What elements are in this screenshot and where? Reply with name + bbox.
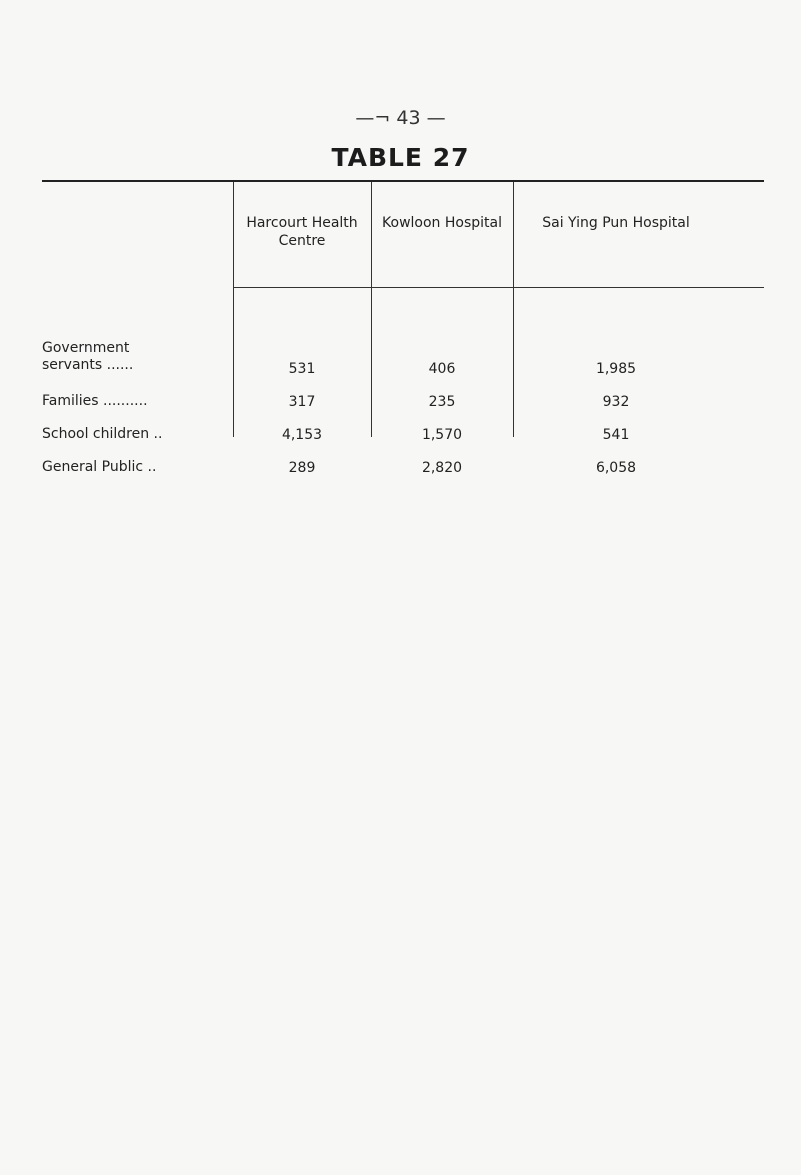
- row-label: [42, 340, 232, 374]
- table-cell: 531: [288, 361, 316, 377]
- header-underline: [514, 287, 764, 288]
- row-label: Families ..........: [42, 393, 148, 409]
- table-cell: 932: [602, 394, 630, 410]
- table-cell: 6,058: [595, 460, 637, 476]
- row-label-line: Government: [42, 340, 130, 356]
- table-cell: 541: [602, 427, 630, 443]
- column-header: Kowloon Hospital: [382, 215, 502, 231]
- table-cell: 1,570: [421, 427, 463, 443]
- table-cell: 1,985: [595, 361, 637, 377]
- table-cell: 406: [428, 361, 456, 377]
- table-cell: 317: [288, 394, 316, 410]
- table-cell: 235: [428, 394, 456, 410]
- page-number: —¬ 43 —: [355, 107, 446, 129]
- column-header: Sai Ying Pun Hospital: [542, 215, 690, 231]
- header-underline: [233, 287, 371, 288]
- table-cell: 289: [288, 460, 316, 476]
- row-label: General Public ..: [42, 459, 157, 475]
- table-cell: 2,820: [421, 460, 463, 476]
- row-label-line: servants ......: [42, 357, 134, 373]
- column-header: Harcourt Health Centre: [246, 215, 358, 249]
- header-underline: [372, 287, 513, 288]
- row-label: School children ..: [42, 426, 163, 442]
- table-title: TABLE 27: [331, 143, 470, 172]
- table-cell: 4,153: [281, 427, 323, 443]
- table-top-rule: [42, 180, 764, 182]
